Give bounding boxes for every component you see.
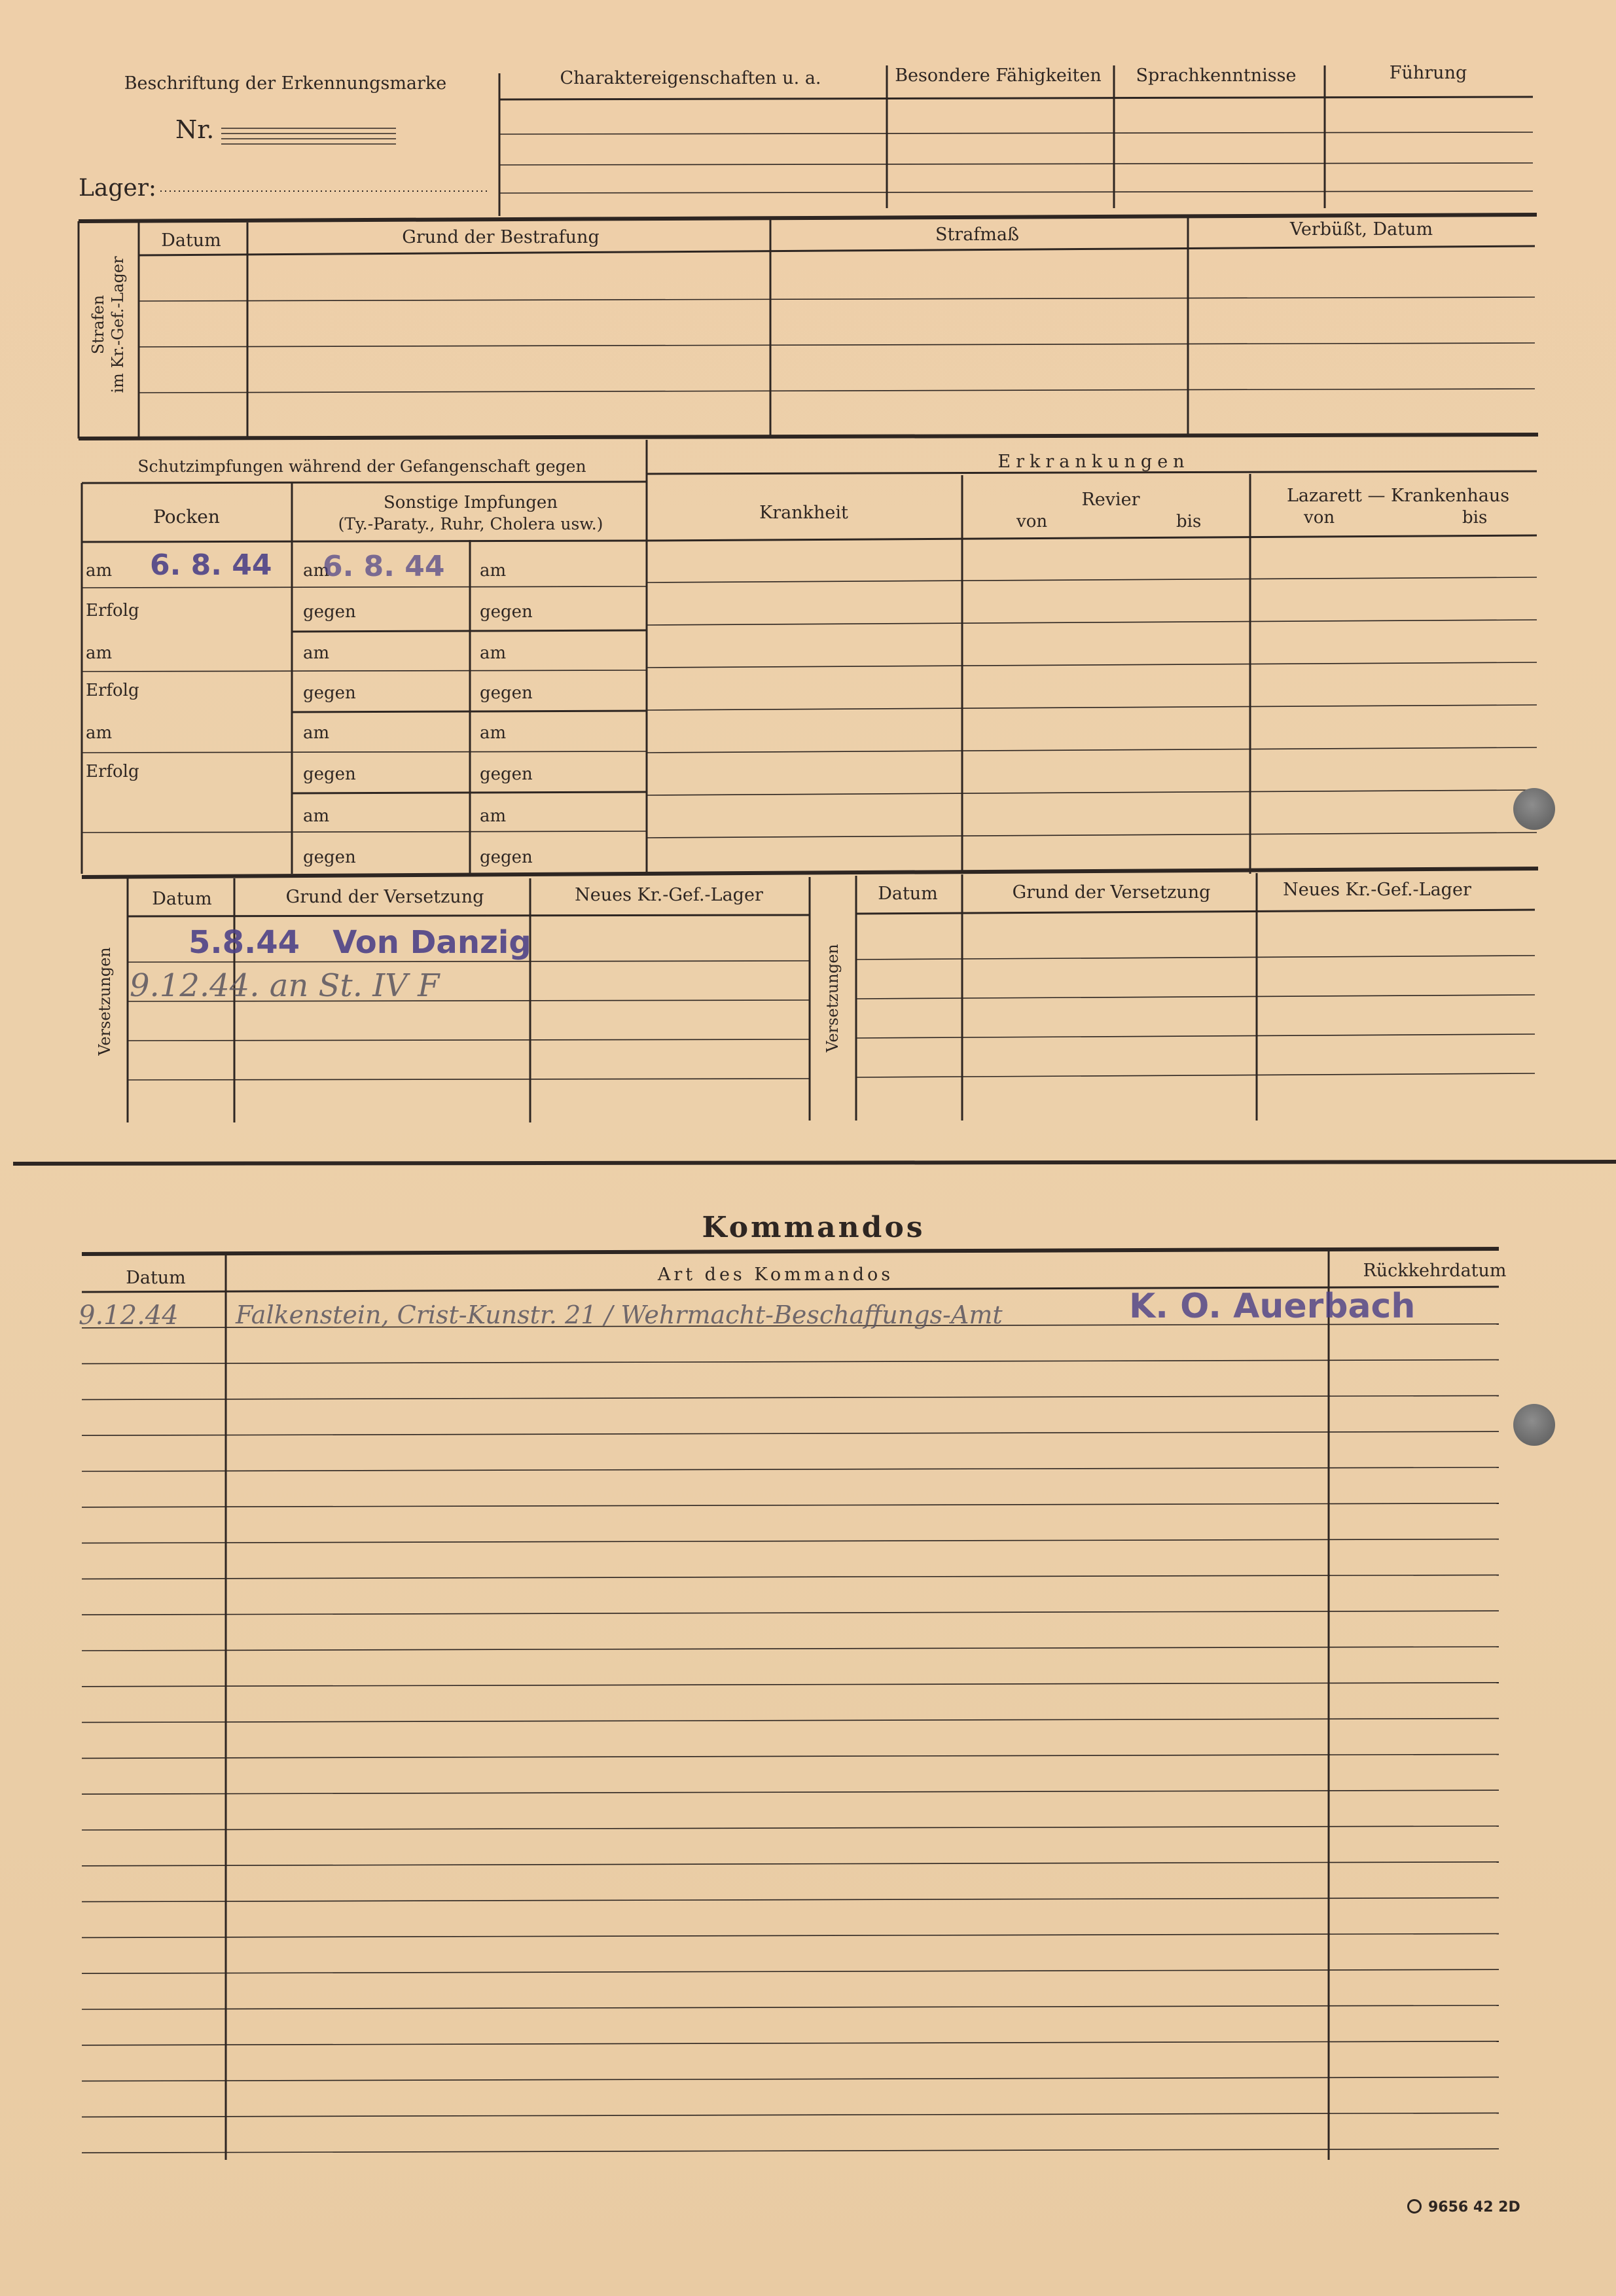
pocken-erfolg-2: Erfolg (86, 681, 139, 700)
sonstige-am-4b: am (480, 806, 507, 826)
strafen-header-strafmass: Strafmaß (935, 224, 1020, 245)
erkrankungen-header-krankheit: Krankheit (759, 503, 848, 523)
erkrankungen-header-underline (647, 535, 1537, 541)
footer-logo-icon (1407, 2199, 1422, 2214)
rule-line-49 (856, 1034, 1535, 1038)
rule-line-33 (647, 747, 1537, 753)
rule-line-48 (856, 995, 1535, 999)
kommandos-row-line-13 (82, 1754, 1499, 1758)
strafen-header-verbuesst: Verbüßt, Datum (1289, 219, 1433, 240)
rule-line-3 (499, 132, 1533, 134)
strafen-header-grund: Grund der Bestrafung (402, 227, 600, 247)
nr-label: Nr. (175, 115, 215, 144)
sonstige-am-1a: am (303, 561, 330, 581)
kommandos-row-line-15 (82, 1826, 1499, 1830)
rule-line-23 (292, 711, 647, 712)
footer-code: 9656 42 2D (1428, 2199, 1520, 2215)
pocken-am-2: am (86, 643, 113, 663)
kommandos-row-line-2 (82, 1360, 1499, 1364)
rule-line-50 (856, 1073, 1535, 1077)
rule-line-32 (647, 705, 1537, 710)
sonstige-am-1b: am (480, 561, 507, 581)
header-charakter: Charaktereigenschaften u. a. (560, 68, 821, 88)
kommandos-title: Kommandos (702, 1211, 925, 1244)
kommandos-row-line-18 (82, 1933, 1499, 1937)
rule-line-11 (139, 297, 1535, 301)
kommandos-top-rule (82, 1249, 1499, 1254)
lazarett-bis: bis (1462, 508, 1488, 528)
rule-line-28 (82, 831, 647, 833)
kommandos-row-line-9 (82, 1611, 1499, 1615)
header-faehigkeiten: Besondere Fähigkeiten (895, 65, 1102, 86)
versetzung-stamp-entry: 5.8.44 Von Danzig (189, 924, 531, 961)
pocken-am-3: am (86, 723, 113, 743)
strafen-side-label-line1: Strafen (89, 295, 107, 355)
sonstige-am-2a: am (303, 643, 330, 663)
versetzungen-left-header-lager: Neues Kr.-Gef.-Lager (575, 885, 763, 905)
rule-line-46 (128, 1079, 810, 1080)
versetzungen-left-header-grund: Grund der Versetzung (285, 887, 484, 907)
rule-line-47 (856, 956, 1535, 960)
kommando-entry-date: 9.12.44 (79, 1300, 179, 1331)
versetzungen-right-header-grund: Grund der Versetzung (1012, 882, 1211, 903)
kommandos-row-line-24 (82, 2149, 1499, 2153)
pocken-am-1: am (86, 561, 113, 581)
impfungen-title: Schutzimpfungen während der Gefangenschaft gegen (137, 457, 586, 476)
strafen-side-label-line2: im Kr.-Gef.-Lager (109, 256, 127, 393)
strafen-header-underline (139, 246, 1535, 255)
versetzungen-side-label-right: Versetzungen (823, 944, 842, 1052)
kommandos-row-line-12 (82, 1719, 1499, 1723)
kommandos-header-rueckkehr: Rückkehrdatum (1363, 1261, 1507, 1281)
rule-line-35 (647, 833, 1537, 838)
revier-bis: bis (1176, 512, 1202, 531)
rule-line-5 (499, 191, 1533, 193)
versetzungen-right-header-underline (856, 910, 1535, 914)
sonstige-am-3a: am (303, 723, 330, 743)
fold-rule (13, 1162, 1616, 1164)
header-fuehrung: Führung (1389, 63, 1467, 83)
rule-line-12 (139, 343, 1535, 347)
punch-hole-upper (1513, 788, 1555, 830)
sonstige-am-4a: am (303, 806, 330, 826)
versetzung-hand-entry: 9.12.44. an St. IV F (130, 967, 440, 1004)
kommandos-row-line-4 (82, 1431, 1499, 1435)
pocken-erfolg-1: Erfolg (86, 601, 139, 620)
top-header-underline (499, 97, 1533, 99)
lager-label: Lager: (79, 175, 157, 202)
kommandos-row-line-23 (82, 2113, 1499, 2117)
rule-line-25 (82, 586, 647, 588)
erkrankungen-header-revier: Revier (1081, 490, 1140, 510)
kommandos-row-line-17 (82, 1898, 1499, 1902)
kommandos-row-line-20 (82, 2005, 1499, 2009)
rule-line-27 (82, 751, 647, 753)
header-sprachkenntnisse: Sprachkenntnisse (1136, 65, 1297, 86)
versetzungen-side-label-left: Versetzungen (96, 947, 114, 1056)
pocken-erfolg-3: Erfolg (86, 762, 139, 781)
revier-von: von (1016, 512, 1048, 531)
impfungen-header-underline (82, 541, 647, 542)
rule-line-15 (82, 482, 647, 483)
erkrankungen-header-lazarett: Lazarett — Krankenhaus (1286, 486, 1510, 506)
sonstige-gegen-3a: gegen (303, 764, 356, 784)
sonstige-gegen-2b: gegen (480, 683, 533, 703)
rule-line-43 (128, 961, 810, 962)
erkrankungen-title: Erkrankungen (997, 452, 1190, 472)
rule-line-13 (139, 389, 1535, 393)
rule-line-30 (647, 620, 1537, 625)
kommandos-row-line-6 (82, 1503, 1499, 1507)
strafen-bottom-rule (79, 435, 1538, 439)
sonstige-gegen-4b: gegen (480, 848, 533, 867)
versetzungen-left-header-datum: Datum (152, 889, 212, 909)
lazarett-von: von (1304, 508, 1335, 528)
strafen-header-datum: Datum (161, 230, 221, 251)
kommandos-row-line-8 (82, 1575, 1499, 1579)
kommandos-row-line-16 (82, 1862, 1499, 1866)
pocken-date-stamp: 6. 8. 44 (150, 548, 272, 582)
rule-line-29 (647, 577, 1537, 583)
punch-hole-lower (1513, 1404, 1555, 1446)
rule-line-45 (128, 1039, 810, 1041)
kommandos-row-line-21 (82, 2041, 1499, 2045)
sonstige-date-stamp: 6. 8. 44 (323, 550, 445, 583)
kommandos-row-line-14 (82, 1790, 1499, 1794)
impfungen-header-sonstige-sub: (Ty.-Paraty., Ruhr, Cholera usw.) (338, 514, 603, 533)
kommandos-row-line-19 (82, 1969, 1499, 1973)
sonstige-gegen-1b: gegen (480, 602, 533, 622)
sonstige-gegen-2a: gegen (303, 683, 356, 703)
kommandos-row-line-10 (82, 1647, 1499, 1651)
kommandos-row-line-5 (82, 1467, 1499, 1471)
kommandos-row-line-11 (82, 1683, 1499, 1687)
rule-line-22 (292, 630, 647, 632)
rule-line-4 (499, 163, 1533, 165)
versetzungen-right-header-datum: Datum (878, 884, 938, 904)
strafen-side-label (88, 257, 128, 393)
sonstige-am-3b: am (480, 723, 507, 743)
versetzungen-top-rule (82, 869, 1538, 877)
rule-line-24 (292, 792, 647, 793)
kommandos-header-art: Art des Kommandos (657, 1265, 894, 1285)
rule-line-31 (647, 662, 1537, 668)
sonstige-gegen-3b: gegen (480, 764, 533, 784)
kommando-entry-stamp: K. O. Auerbach (1129, 1287, 1416, 1326)
kommandos-row-line-7 (82, 1539, 1499, 1543)
sonstige-gegen-1a: gegen (303, 602, 356, 622)
impfungen-header-sonstige: Sonstige Impfungen (383, 493, 558, 512)
kommandos-row-line-22 (82, 2077, 1499, 2081)
rule-line-34 (647, 790, 1537, 795)
rule-line-26 (82, 670, 647, 672)
kommando-entry-text: Falkenstein, Crist-Kunstr. 21 / Wehrmacht-Beschaffungs-Amt (236, 1300, 1003, 1329)
versetzungen-left-header-underline (128, 915, 810, 916)
sonstige-gegen-4a: gegen (303, 848, 356, 867)
versetzungen-right-header-lager: Neues Kr.-Gef.-Lager (1283, 880, 1471, 900)
impfungen-header-pocken: Pocken (153, 506, 220, 528)
kommandos-header-datum: Datum (126, 1268, 186, 1288)
kommandos-row-line-3 (82, 1395, 1499, 1399)
marke-title: Beschriftung der Erkennungsmarke (124, 73, 447, 94)
sonstige-am-2b: am (480, 643, 507, 663)
